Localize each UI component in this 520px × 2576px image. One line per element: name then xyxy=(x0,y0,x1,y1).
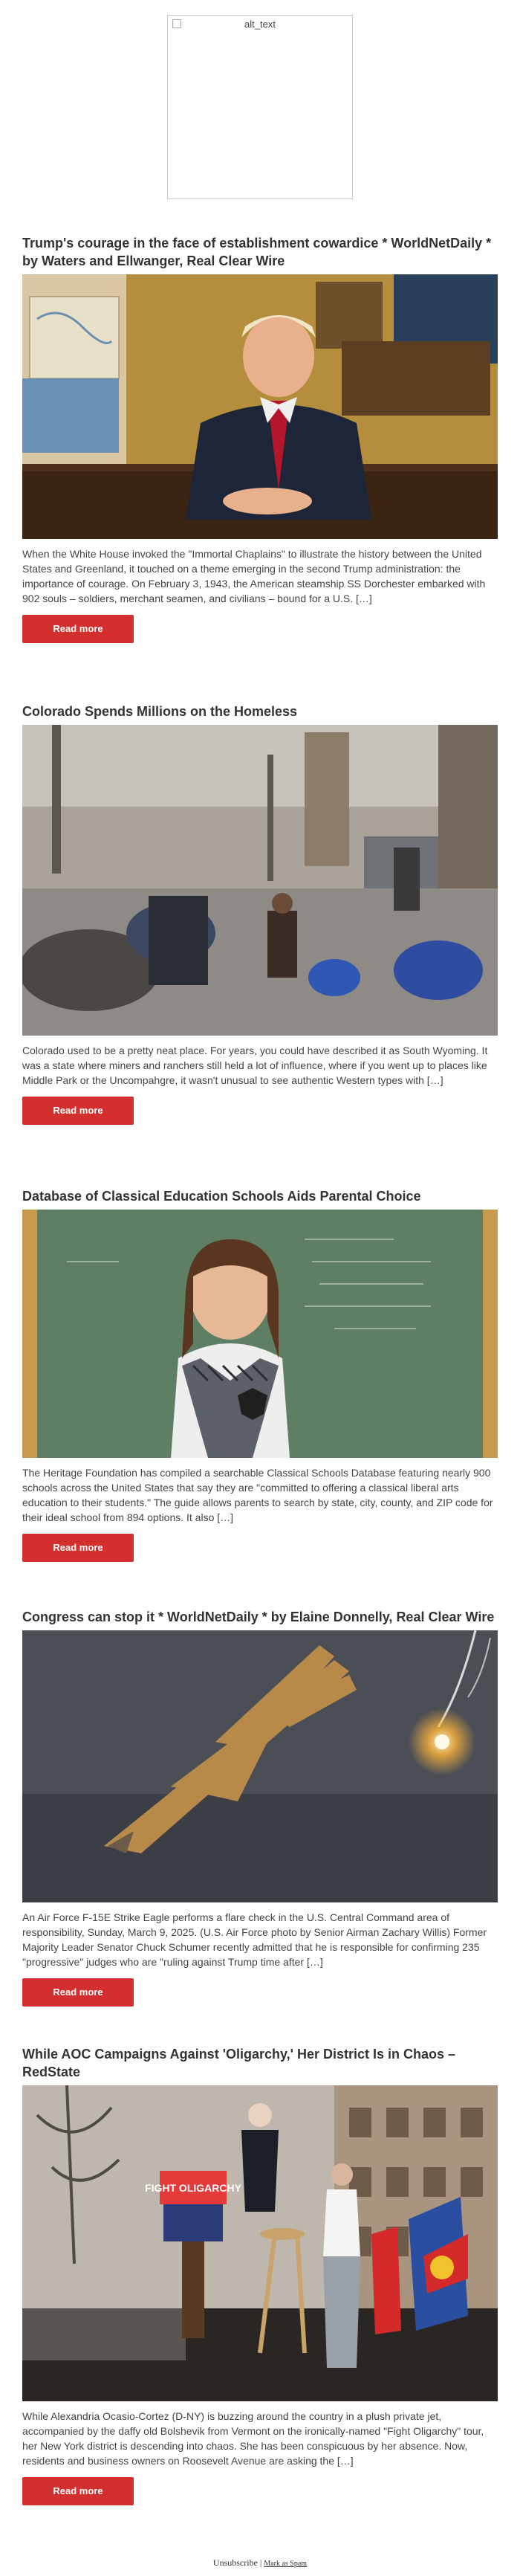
article-image[interactable] xyxy=(22,2085,498,2401)
article-headline[interactable]: Trump's courage in the face of establishment cowardice * WorldNetDaily * by Waters and Ellwanger, Real Clear Wire xyxy=(22,236,492,268)
article-image[interactable] xyxy=(22,725,498,1036)
newsletter-logo xyxy=(167,15,353,199)
article-excerpt: An Air Force F-15E Strike Eagle performs a flare check in the U.S. Central Command area of responsibility, Sunday, March 9, 2025. (U.S. Air Force photo by Senior Airman Zachary Willis) Former Majority Leader Senator Chuck Schumer recently admitted that he is responsible for confirming 235 "progressive" judges who are "ruling against Trump time after […] xyxy=(22,1911,487,1968)
article-headline[interactable]: While AOC Campaigns Against 'Oligarchy,' Her District Is in Chaos – RedState xyxy=(22,2047,456,2079)
footer-separator: | xyxy=(259,2557,262,2568)
article-excerpt: Colorado used to be a pretty neat place. For years, you could have described it as South Wyoming. It was a state where miners and ranchers still held a lot of influence, where if you went up to places like Middle Park or the Uncompahgre, it wasn't unusual to see authentic Western types with […] xyxy=(22,1045,488,1086)
article-excerpt: The Heritage Foundation has compiled a searchable Classical Schools Database featuring nearly 900 schools across the United States that say they are "committed to offering a classical liberal arts education to their students." The guide allows parents to search by state, city, county, and ZIP code for their ideal school from 894 options. It also […] xyxy=(22,1467,493,1523)
article-excerpt: While Alexandria Ocasio-Cortez (D-NY) is buzzing around the country in a plush private jet, accompanied by the daffy old Bolshevik from Vermont on the ironically-named "Fight Oligarchy" tour, her New York district is descending into chaos. She has been conspicuous by her absence. Now, residents and business owners on Roosevelt Avenue are asking the […] xyxy=(22,2410,484,2467)
article-card xyxy=(22,234,498,643)
article-image[interactable] xyxy=(22,1210,498,1458)
read-more-button[interactable]: Read more xyxy=(22,615,134,643)
read-more-button[interactable]: Read more xyxy=(22,2477,134,2505)
read-more-button[interactable]: Read more xyxy=(22,1097,134,1125)
read-more-button[interactable]: Read more xyxy=(22,1534,134,1562)
logo-alt-text: alt_text xyxy=(244,19,276,30)
article-headline[interactable]: Database of Classical Education Schools Aids Parental Choice xyxy=(22,1189,421,1204)
read-more-button[interactable]: Read more xyxy=(22,1978,134,2007)
rally-sign-text: FIGHT OLIGARCHY xyxy=(145,2182,241,2194)
mark-spam-link[interactable]: Mark as Spam xyxy=(264,2560,308,2568)
article-image[interactable] xyxy=(22,1630,498,1902)
article-headline[interactable]: Congress can stop it * WorldNetDaily * by Elaine Donnelly, Real Clear Wire xyxy=(22,1610,495,1624)
article-image[interactable] xyxy=(22,274,498,539)
article-card xyxy=(22,1608,498,2007)
unsubscribe-link[interactable]: Unsubscribe xyxy=(212,2557,258,2568)
email-footer xyxy=(0,2557,520,2569)
article-headline[interactable]: Colorado Spends Millions on the Homeless xyxy=(22,704,298,719)
article-card xyxy=(22,1187,498,1562)
article-card xyxy=(22,2045,498,2505)
article-card xyxy=(22,703,498,1125)
article-excerpt: When the White House invoked the "Immortal Chaplains" to illustrate the history between the United States and Greenland, it touched on a theme emerging in the second Trump administration: the importance of courage. On February 3, 1943, the American steamship SS Dorchester embarked with 902 souls – soldiers, merchant seamen, and civilians – bound for a U.S. […] xyxy=(22,548,486,604)
